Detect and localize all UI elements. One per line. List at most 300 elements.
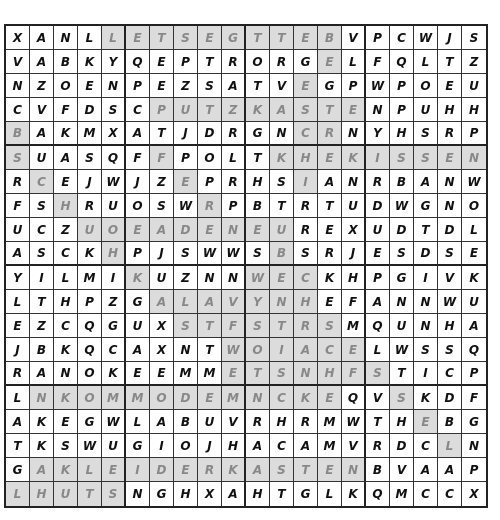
grid-cell[interactable]: A: [30, 26, 54, 50]
grid-cell[interactable]: A: [150, 218, 174, 242]
grid-cell[interactable]: S: [30, 242, 54, 266]
grid-cell[interactable]: R: [294, 314, 318, 338]
grid-cell[interactable]: C: [438, 482, 462, 506]
grid-cell[interactable]: A: [222, 74, 246, 98]
grid-cell[interactable]: E: [150, 50, 174, 74]
grid-cell[interactable]: D: [78, 98, 102, 122]
grid-cell[interactable]: P: [390, 98, 414, 122]
grid-cell[interactable]: T: [270, 314, 294, 338]
grid-cell[interactable]: E: [54, 410, 78, 434]
grid-cell[interactable]: Z: [222, 98, 246, 122]
grid-cell[interactable]: S: [390, 386, 414, 410]
grid-cell[interactable]: U: [54, 482, 78, 506]
grid-cell[interactable]: H: [294, 146, 318, 170]
grid-cell[interactable]: F: [366, 50, 390, 74]
grid-cell[interactable]: D: [390, 218, 414, 242]
grid-cell[interactable]: H: [462, 98, 486, 122]
grid-cell[interactable]: K: [78, 50, 102, 74]
grid-cell[interactable]: N: [222, 266, 246, 290]
grid-cell[interactable]: J: [198, 434, 222, 458]
grid-cell[interactable]: S: [198, 74, 222, 98]
grid-cell[interactable]: E: [270, 266, 294, 290]
grid-cell[interactable]: G: [102, 314, 126, 338]
grid-cell[interactable]: B: [174, 410, 198, 434]
grid-cell[interactable]: H: [222, 434, 246, 458]
grid-cell[interactable]: T: [198, 338, 222, 362]
grid-cell[interactable]: A: [30, 362, 54, 386]
grid-cell[interactable]: E: [78, 74, 102, 98]
grid-cell[interactable]: H: [102, 242, 126, 266]
grid-cell[interactable]: H: [174, 482, 198, 506]
grid-cell[interactable]: M: [390, 482, 414, 506]
grid-cell[interactable]: Z: [30, 314, 54, 338]
grid-cell[interactable]: G: [294, 50, 318, 74]
grid-cell[interactable]: G: [6, 458, 30, 482]
grid-cell[interactable]: R: [222, 170, 246, 194]
grid-cell[interactable]: D: [174, 386, 198, 410]
grid-cell[interactable]: D: [366, 194, 390, 218]
grid-cell[interactable]: N: [102, 74, 126, 98]
grid-cell[interactable]: N: [30, 386, 54, 410]
grid-cell[interactable]: T: [246, 74, 270, 98]
grid-cell[interactable]: V: [222, 290, 246, 314]
grid-cell[interactable]: M: [318, 434, 342, 458]
grid-cell[interactable]: D: [198, 122, 222, 146]
grid-cell[interactable]: E: [294, 74, 318, 98]
grid-cell[interactable]: Y: [246, 290, 270, 314]
grid-cell[interactable]: I: [414, 362, 438, 386]
grid-cell[interactable]: X: [462, 482, 486, 506]
grid-cell[interactable]: S: [318, 314, 342, 338]
grid-cell[interactable]: W: [78, 434, 102, 458]
grid-cell[interactable]: S: [102, 482, 126, 506]
grid-cell[interactable]: U: [150, 266, 174, 290]
grid-cell[interactable]: E: [126, 26, 150, 50]
grid-cell[interactable]: V: [6, 50, 30, 74]
grid-cell[interactable]: E: [318, 458, 342, 482]
grid-cell[interactable]: S: [150, 194, 174, 218]
grid-cell[interactable]: U: [462, 290, 486, 314]
grid-cell[interactable]: B: [318, 26, 342, 50]
grid-cell[interactable]: G: [390, 266, 414, 290]
grid-cell[interactable]: J: [78, 170, 102, 194]
grid-cell[interactable]: W: [366, 74, 390, 98]
grid-cell[interactable]: C: [294, 122, 318, 146]
grid-cell[interactable]: L: [318, 482, 342, 506]
grid-cell[interactable]: E: [438, 74, 462, 98]
grid-cell[interactable]: T: [414, 218, 438, 242]
grid-cell[interactable]: H: [270, 410, 294, 434]
grid-cell[interactable]: E: [294, 26, 318, 50]
grid-cell[interactable]: N: [462, 434, 486, 458]
grid-cell[interactable]: T: [150, 26, 174, 50]
grid-cell[interactable]: X: [150, 338, 174, 362]
grid-cell[interactable]: O: [102, 218, 126, 242]
grid-cell[interactable]: R: [294, 410, 318, 434]
grid-cell[interactable]: S: [78, 146, 102, 170]
grid-cell[interactable]: O: [174, 434, 198, 458]
grid-cell[interactable]: S: [414, 122, 438, 146]
grid-cell[interactable]: P: [78, 290, 102, 314]
grid-cell[interactable]: G: [78, 410, 102, 434]
grid-cell[interactable]: N: [294, 362, 318, 386]
grid-cell[interactable]: G: [246, 122, 270, 146]
grid-cell[interactable]: O: [78, 362, 102, 386]
grid-cell[interactable]: G: [222, 26, 246, 50]
grid-cell[interactable]: T: [198, 314, 222, 338]
grid-cell[interactable]: B: [30, 338, 54, 362]
grid-cell[interactable]: A: [30, 122, 54, 146]
grid-cell[interactable]: I: [270, 338, 294, 362]
grid-cell[interactable]: J: [6, 338, 30, 362]
grid-cell[interactable]: N: [342, 458, 366, 482]
grid-cell[interactable]: I: [294, 170, 318, 194]
grid-cell[interactable]: S: [270, 170, 294, 194]
grid-cell[interactable]: H: [54, 290, 78, 314]
grid-cell[interactable]: P: [198, 170, 222, 194]
grid-cell[interactable]: E: [342, 338, 366, 362]
grid-cell[interactable]: O: [54, 74, 78, 98]
grid-cell[interactable]: R: [78, 194, 102, 218]
grid-cell[interactable]: K: [30, 410, 54, 434]
grid-cell[interactable]: E: [198, 218, 222, 242]
grid-cell[interactable]: S: [246, 242, 270, 266]
grid-cell[interactable]: N: [54, 26, 78, 50]
grid-cell[interactable]: W: [198, 242, 222, 266]
grid-cell[interactable]: A: [246, 434, 270, 458]
grid-cell[interactable]: J: [150, 242, 174, 266]
grid-cell[interactable]: T: [30, 290, 54, 314]
grid-cell[interactable]: E: [318, 146, 342, 170]
grid-cell[interactable]: P: [462, 458, 486, 482]
grid-cell[interactable]: P: [342, 74, 366, 98]
grid-cell[interactable]: A: [150, 290, 174, 314]
grid-cell[interactable]: M: [78, 266, 102, 290]
grid-cell[interactable]: V: [30, 98, 54, 122]
grid-cell[interactable]: S: [414, 146, 438, 170]
grid-cell[interactable]: P: [126, 242, 150, 266]
grid-cell[interactable]: Z: [174, 266, 198, 290]
grid-cell[interactable]: C: [126, 98, 150, 122]
grid-cell[interactable]: W: [414, 26, 438, 50]
grid-cell[interactable]: S: [294, 98, 318, 122]
grid-cell[interactable]: Y: [366, 122, 390, 146]
grid-cell[interactable]: A: [366, 290, 390, 314]
grid-cell[interactable]: R: [318, 242, 342, 266]
grid-cell[interactable]: R: [366, 434, 390, 458]
grid-cell[interactable]: P: [174, 146, 198, 170]
grid-cell[interactable]: L: [462, 218, 486, 242]
grid-cell[interactable]: W: [342, 410, 366, 434]
grid-cell[interactable]: W: [222, 242, 246, 266]
grid-cell[interactable]: A: [438, 458, 462, 482]
grid-cell[interactable]: L: [126, 410, 150, 434]
grid-cell[interactable]: R: [246, 410, 270, 434]
grid-cell[interactable]: A: [6, 242, 30, 266]
grid-cell[interactable]: A: [414, 170, 438, 194]
grid-cell[interactable]: A: [126, 122, 150, 146]
grid-cell[interactable]: S: [174, 242, 198, 266]
grid-cell[interactable]: L: [342, 50, 366, 74]
grid-cell[interactable]: K: [342, 482, 366, 506]
grid-cell[interactable]: H: [438, 314, 462, 338]
grid-cell[interactable]: W: [102, 170, 126, 194]
grid-cell[interactable]: D: [174, 218, 198, 242]
grid-cell[interactable]: T: [270, 26, 294, 50]
grid-cell[interactable]: N: [438, 170, 462, 194]
grid-cell[interactable]: F: [6, 194, 30, 218]
grid-cell[interactable]: K: [414, 386, 438, 410]
grid-cell[interactable]: T: [246, 146, 270, 170]
grid-cell[interactable]: R: [294, 194, 318, 218]
grid-cell[interactable]: C: [414, 434, 438, 458]
grid-cell[interactable]: U: [174, 98, 198, 122]
grid-cell[interactable]: I: [30, 266, 54, 290]
grid-cell[interactable]: S: [30, 194, 54, 218]
grid-cell[interactable]: U: [30, 146, 54, 170]
grid-cell[interactable]: W: [222, 338, 246, 362]
grid-cell[interactable]: A: [222, 482, 246, 506]
grid-cell[interactable]: U: [270, 218, 294, 242]
grid-cell[interactable]: D: [438, 218, 462, 242]
grid-cell[interactable]: B: [366, 458, 390, 482]
grid-cell[interactable]: D: [438, 386, 462, 410]
grid-cell[interactable]: Q: [78, 314, 102, 338]
grid-cell[interactable]: Z: [174, 74, 198, 98]
grid-cell[interactable]: C: [30, 170, 54, 194]
grid-cell[interactable]: H: [390, 410, 414, 434]
grid-cell[interactable]: C: [54, 242, 78, 266]
grid-cell[interactable]: Z: [30, 74, 54, 98]
grid-cell[interactable]: L: [102, 26, 126, 50]
grid-cell[interactable]: N: [174, 338, 198, 362]
grid-cell[interactable]: T: [6, 434, 30, 458]
grid-cell[interactable]: M: [342, 314, 366, 338]
grid-cell[interactable]: F: [126, 146, 150, 170]
grid-cell[interactable]: F: [222, 314, 246, 338]
grid-cell[interactable]: M: [174, 362, 198, 386]
grid-cell[interactable]: L: [366, 338, 390, 362]
grid-cell[interactable]: X: [198, 482, 222, 506]
grid-cell[interactable]: F: [342, 290, 366, 314]
grid-cell[interactable]: X: [150, 314, 174, 338]
grid-cell[interactable]: P: [462, 362, 486, 386]
grid-cell[interactable]: U: [126, 314, 150, 338]
grid-cell[interactable]: D: [390, 434, 414, 458]
grid-cell[interactable]: N: [222, 218, 246, 242]
grid-cell[interactable]: A: [246, 458, 270, 482]
grid-cell[interactable]: G: [126, 290, 150, 314]
grid-cell[interactable]: T: [270, 194, 294, 218]
grid-cell[interactable]: S: [54, 434, 78, 458]
grid-cell[interactable]: O: [126, 194, 150, 218]
grid-cell[interactable]: Z: [102, 290, 126, 314]
grid-cell[interactable]: S: [6, 146, 30, 170]
grid-cell[interactable]: R: [198, 458, 222, 482]
grid-cell[interactable]: C: [30, 218, 54, 242]
grid-cell[interactable]: R: [222, 50, 246, 74]
grid-cell[interactable]: W: [390, 194, 414, 218]
grid-cell[interactable]: N: [270, 290, 294, 314]
grid-cell[interactable]: O: [462, 194, 486, 218]
grid-cell[interactable]: C: [318, 338, 342, 362]
grid-cell[interactable]: S: [390, 146, 414, 170]
grid-cell[interactable]: Q: [366, 482, 390, 506]
grid-cell[interactable]: E: [6, 314, 30, 338]
grid-cell[interactable]: I: [150, 434, 174, 458]
grid-cell[interactable]: R: [270, 50, 294, 74]
grid-cell[interactable]: I: [102, 266, 126, 290]
grid-cell[interactable]: Z: [462, 50, 486, 74]
grid-cell[interactable]: A: [6, 410, 30, 434]
grid-cell[interactable]: G: [294, 482, 318, 506]
grid-cell[interactable]: X: [6, 26, 30, 50]
grid-cell[interactable]: E: [342, 98, 366, 122]
grid-cell[interactable]: V: [438, 266, 462, 290]
grid-cell[interactable]: W: [438, 290, 462, 314]
grid-cell[interactable]: U: [414, 98, 438, 122]
grid-cell[interactable]: S: [270, 458, 294, 482]
grid-cell[interactable]: L: [222, 146, 246, 170]
grid-cell[interactable]: G: [414, 194, 438, 218]
grid-cell[interactable]: J: [126, 170, 150, 194]
grid-cell[interactable]: T: [270, 482, 294, 506]
grid-cell[interactable]: R: [294, 218, 318, 242]
grid-cell[interactable]: M: [126, 386, 150, 410]
grid-cell[interactable]: K: [30, 434, 54, 458]
grid-cell[interactable]: T: [390, 362, 414, 386]
grid-cell[interactable]: T: [438, 50, 462, 74]
grid-cell[interactable]: U: [342, 194, 366, 218]
grid-cell[interactable]: E: [198, 386, 222, 410]
grid-cell[interactable]: M: [102, 386, 126, 410]
grid-cell[interactable]: G: [150, 482, 174, 506]
grid-cell[interactable]: N: [342, 122, 366, 146]
grid-cell[interactable]: T: [246, 26, 270, 50]
grid-cell[interactable]: P: [390, 74, 414, 98]
grid-cell[interactable]: C: [102, 338, 126, 362]
grid-cell[interactable]: H: [246, 482, 270, 506]
grid-cell[interactable]: Y: [6, 266, 30, 290]
grid-cell[interactable]: L: [54, 266, 78, 290]
grid-cell[interactable]: M: [78, 122, 102, 146]
grid-cell[interactable]: E: [102, 458, 126, 482]
grid-cell[interactable]: K: [78, 242, 102, 266]
grid-cell[interactable]: S: [102, 98, 126, 122]
grid-cell[interactable]: N: [342, 170, 366, 194]
grid-cell[interactable]: T: [198, 98, 222, 122]
grid-cell[interactable]: M: [198, 362, 222, 386]
grid-cell[interactable]: S: [294, 242, 318, 266]
grid-cell[interactable]: A: [294, 434, 318, 458]
grid-cell[interactable]: B: [270, 242, 294, 266]
grid-cell[interactable]: Q: [78, 338, 102, 362]
grid-cell[interactable]: W: [174, 194, 198, 218]
grid-cell[interactable]: E: [198, 26, 222, 50]
grid-cell[interactable]: S: [366, 362, 390, 386]
grid-cell[interactable]: S: [462, 26, 486, 50]
grid-cell[interactable]: V: [342, 434, 366, 458]
grid-cell[interactable]: M: [318, 410, 342, 434]
grid-cell[interactable]: C: [270, 386, 294, 410]
grid-cell[interactable]: L: [438, 434, 462, 458]
grid-cell[interactable]: R: [222, 122, 246, 146]
grid-cell[interactable]: C: [294, 266, 318, 290]
grid-cell[interactable]: E: [174, 170, 198, 194]
grid-cell[interactable]: U: [78, 218, 102, 242]
grid-cell[interactable]: O: [150, 386, 174, 410]
grid-cell[interactable]: E: [54, 170, 78, 194]
grid-cell[interactable]: E: [246, 218, 270, 242]
grid-cell[interactable]: P: [366, 266, 390, 290]
grid-cell[interactable]: H: [342, 266, 366, 290]
grid-cell[interactable]: E: [174, 458, 198, 482]
grid-cell[interactable]: E: [414, 410, 438, 434]
grid-cell[interactable]: A: [30, 458, 54, 482]
grid-cell[interactable]: R: [366, 170, 390, 194]
grid-cell[interactable]: H: [294, 290, 318, 314]
grid-cell[interactable]: S: [270, 362, 294, 386]
grid-cell[interactable]: A: [294, 338, 318, 362]
grid-cell[interactable]: S: [438, 338, 462, 362]
grid-cell[interactable]: C: [438, 362, 462, 386]
grid-cell[interactable]: D: [150, 458, 174, 482]
grid-cell[interactable]: U: [462, 74, 486, 98]
grid-cell[interactable]: X: [102, 122, 126, 146]
grid-cell[interactable]: H: [438, 98, 462, 122]
grid-cell[interactable]: U: [6, 218, 30, 242]
grid-cell[interactable]: L: [6, 290, 30, 314]
grid-cell[interactable]: P: [222, 194, 246, 218]
grid-cell[interactable]: K: [246, 98, 270, 122]
grid-cell[interactable]: S: [246, 314, 270, 338]
grid-cell[interactable]: A: [270, 98, 294, 122]
grid-cell[interactable]: N: [198, 266, 222, 290]
grid-cell[interactable]: R: [6, 170, 30, 194]
grid-cell[interactable]: T: [318, 194, 342, 218]
grid-cell[interactable]: T: [150, 122, 174, 146]
grid-cell[interactable]: W: [462, 170, 486, 194]
grid-cell[interactable]: X: [342, 218, 366, 242]
grid-cell[interactable]: K: [54, 458, 78, 482]
grid-cell[interactable]: Q: [366, 314, 390, 338]
grid-cell[interactable]: N: [462, 146, 486, 170]
grid-cell[interactable]: E: [438, 146, 462, 170]
grid-cell[interactable]: U: [390, 314, 414, 338]
grid-cell[interactable]: R: [318, 122, 342, 146]
grid-cell[interactable]: R: [6, 362, 30, 386]
grid-cell[interactable]: A: [318, 170, 342, 194]
grid-cell[interactable]: I: [126, 458, 150, 482]
grid-cell[interactable]: N: [438, 194, 462, 218]
grid-cell[interactable]: V: [222, 410, 246, 434]
grid-cell[interactable]: E: [462, 242, 486, 266]
grid-cell[interactable]: G: [126, 434, 150, 458]
grid-cell[interactable]: N: [366, 98, 390, 122]
grid-cell[interactable]: T: [318, 98, 342, 122]
grid-cell[interactable]: E: [318, 218, 342, 242]
grid-cell[interactable]: O: [246, 338, 270, 362]
grid-cell[interactable]: V: [270, 74, 294, 98]
grid-cell[interactable]: W: [102, 410, 126, 434]
grid-cell[interactable]: S: [174, 314, 198, 338]
grid-cell[interactable]: L: [78, 458, 102, 482]
grid-cell[interactable]: O: [246, 50, 270, 74]
grid-cell[interactable]: K: [102, 362, 126, 386]
grid-cell[interactable]: K: [222, 458, 246, 482]
grid-cell[interactable]: B: [6, 122, 30, 146]
grid-cell[interactable]: N: [414, 314, 438, 338]
